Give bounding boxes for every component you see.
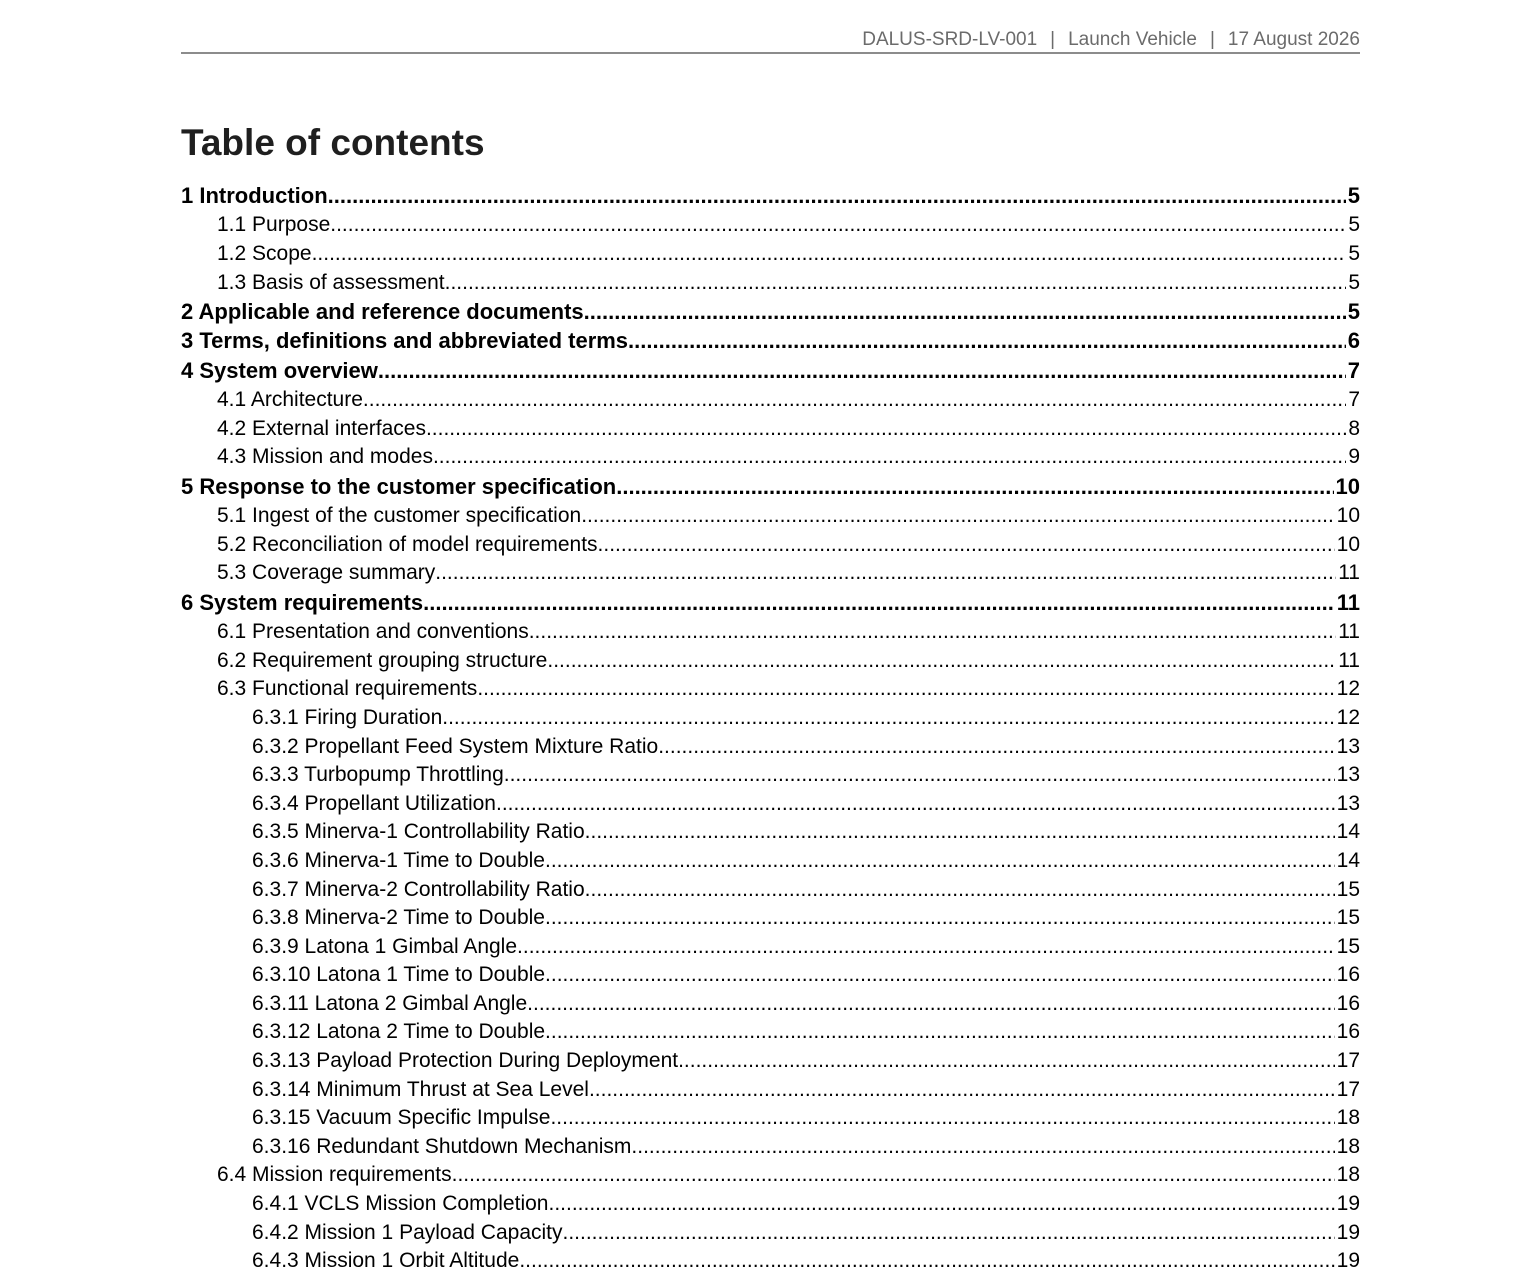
toc-entry-page-number: 15 <box>1336 906 1360 929</box>
toc-dot-leader <box>585 818 1335 846</box>
toc-entry-label: 1 Introduction <box>181 183 328 208</box>
toc-dot-leader <box>445 269 1347 297</box>
toc-entry-label: 6.3.13 Payload Protection During Deployment <box>252 1049 679 1072</box>
page-title: Table of contents <box>181 122 485 163</box>
toc-entry[interactable] <box>252 704 1360 732</box>
toc-entry-label: 6.3.9 Latona 1 Gimbal Angle <box>252 935 518 958</box>
toc-entry-page-number: 11 <box>1336 590 1360 615</box>
toc-dot-leader <box>363 386 1346 414</box>
toc-dot-leader <box>496 790 1335 818</box>
toc-entry[interactable] <box>181 589 1360 617</box>
toc-entry[interactable] <box>252 990 1360 1018</box>
toc-entry-page-number: 7 <box>1347 358 1360 383</box>
header-separator: | <box>1050 29 1056 50</box>
toc-dot-leader <box>312 240 1347 268</box>
header-separator: | <box>1209 29 1215 50</box>
toc-entry-label: 6.3.15 Vacuum Specific Impulse <box>252 1106 551 1129</box>
toc-dot-leader <box>545 847 1335 875</box>
toc-entry[interactable] <box>252 1219 1360 1247</box>
toc-dot-leader <box>477 675 1334 703</box>
toc-entry-page-number: 5 <box>1348 271 1360 294</box>
toc-entry-page-number: 11 <box>1338 649 1360 672</box>
toc-entry[interactable] <box>252 961 1360 989</box>
toc-entry[interactable] <box>217 502 1360 530</box>
toc-entry[interactable] <box>252 818 1360 846</box>
toc-dot-leader <box>584 298 1346 326</box>
toc-dot-leader <box>378 357 1346 385</box>
toc-entry-page-number: 5 <box>1347 299 1360 324</box>
toc-entry-page-number: 12 <box>1336 677 1360 700</box>
toc-entry-label: 4 System overview <box>181 358 378 383</box>
toc-entry-label: 6.3.14 Minimum Thrust at Sea Level <box>252 1078 589 1101</box>
toc-dot-leader <box>435 559 1336 587</box>
toc-entry-label: 6.4 Mission requirements <box>217 1163 452 1186</box>
document-id: DALUS-SRD-LV-001 <box>862 29 1038 50</box>
toc-dot-leader <box>548 1190 1334 1218</box>
toc-dot-leader <box>328 182 1346 210</box>
toc-dot-leader <box>330 211 1346 239</box>
toc-dot-leader <box>433 443 1346 471</box>
toc-entry[interactable] <box>252 1247 1360 1275</box>
toc-entry-page-number: 13 <box>1336 763 1360 786</box>
toc-dot-leader <box>563 1219 1335 1247</box>
toc-dot-leader <box>517 933 1335 961</box>
toc-dot-leader <box>545 961 1335 989</box>
toc-dot-leader <box>519 1247 1334 1275</box>
toc-dot-leader <box>527 990 1334 1018</box>
toc-entry-label: 6.1 Presentation and conventions <box>217 620 529 643</box>
toc-entry-label: 5.3 Coverage summary <box>217 561 436 584</box>
toc-entry[interactable] <box>217 647 1360 675</box>
toc-entry-label: 6.2 Requirement grouping structure <box>217 649 548 672</box>
toc-entry[interactable] <box>252 1133 1360 1161</box>
toc-entry-label: 1.2 Scope <box>217 242 312 265</box>
toc-entry-page-number: 9 <box>1348 445 1360 468</box>
toc-entry[interactable] <box>217 211 1360 239</box>
toc-entry-page-number: 16 <box>1336 1020 1360 1043</box>
toc-dot-leader <box>545 904 1335 932</box>
toc-entry-page-number: 13 <box>1336 735 1360 758</box>
toc-entry-page-number: 18 <box>1336 1106 1360 1129</box>
toc-entry[interactable] <box>181 298 1360 326</box>
toc-entry-page-number: 7 <box>1348 388 1360 411</box>
toc-entry[interactable] <box>217 1161 1360 1189</box>
toc-entry-label: 5.1 Ingest of the customer specification <box>217 504 582 527</box>
toc-entry[interactable] <box>217 675 1360 703</box>
toc-entry-page-number: 10 <box>1336 504 1360 527</box>
toc-entry-label: 6.4.2 Mission 1 Payload Capacity <box>252 1221 563 1244</box>
toc-dot-leader <box>631 1133 1334 1161</box>
toc-dot-leader <box>442 704 1334 732</box>
toc-entry-label: 6.3.6 Minerva-1 Time to Double <box>252 849 545 872</box>
toc-entry-label: 6.3.12 Latona 2 Time to Double <box>252 1020 546 1043</box>
toc-dot-leader <box>423 589 1335 617</box>
toc-entry-label: 5 Response to the customer specification <box>181 474 617 499</box>
toc-entry-label: 1.1 Purpose <box>217 213 331 236</box>
toc-entry[interactable] <box>252 1076 1360 1104</box>
toc-dot-leader <box>589 1076 1335 1104</box>
document-date: 17 August 2026 <box>1227 29 1360 50</box>
toc-entry-label: 6.3 Functional requirements <box>217 677 478 700</box>
toc-entry-page-number: 5 <box>1348 213 1360 236</box>
toc-entry-page-number: 15 <box>1336 878 1360 901</box>
toc-entry[interactable] <box>217 240 1360 268</box>
toc-entry-page-number: 18 <box>1336 1135 1360 1158</box>
toc-entry-label: 6 System requirements <box>181 590 424 615</box>
toc-entry-page-number: 18 <box>1336 1163 1360 1186</box>
toc-entry-label: 6.3.1 Firing Duration <box>252 706 443 729</box>
toc-entry[interactable] <box>252 1018 1360 1046</box>
toc-entry[interactable] <box>252 904 1360 932</box>
toc-dot-leader <box>545 1018 1335 1046</box>
toc-entry[interactable] <box>217 618 1360 646</box>
toc-entry-label: 6.4.1 VCLS Mission Completion <box>252 1192 549 1215</box>
document-subject: Launch Vehicle <box>1068 29 1197 50</box>
toc-entry-label: 6.3.8 Minerva-2 Time to Double <box>252 906 545 929</box>
toc-entry-label: 5.2 Reconciliation of model requirements <box>217 533 598 556</box>
toc-entry-page-number: 14 <box>1336 849 1360 872</box>
toc-dot-leader <box>504 761 1335 789</box>
toc-entry[interactable] <box>252 933 1360 961</box>
toc-entry-label: 2 Applicable and reference documents <box>181 299 584 324</box>
toc-entry[interactable] <box>181 182 1360 210</box>
toc-entry-label: 6.3.10 Latona 1 Time to Double <box>252 963 546 986</box>
toc-entry[interactable] <box>252 790 1360 818</box>
toc-entry[interactable] <box>252 847 1360 875</box>
toc-entry[interactable] <box>252 1047 1360 1075</box>
toc-dot-leader <box>529 618 1336 646</box>
toc-dot-leader <box>426 415 1346 443</box>
toc-entry-label: 4.1 Architecture <box>217 388 363 411</box>
toc-entry[interactable] <box>252 761 1360 789</box>
toc-entry-label: 6.3.4 Propellant Utilization <box>252 792 496 815</box>
toc-entry-page-number: 17 <box>1336 1049 1360 1072</box>
toc-entry-page-number: 10 <box>1335 474 1360 499</box>
toc-entry-label: 6.3.3 Turbopump Throttling <box>252 763 504 786</box>
toc-entry-label: 6.3.7 Minerva-2 Controllability Ratio <box>252 878 585 901</box>
toc-entry[interactable] <box>217 415 1360 443</box>
toc-entry-page-number: 10 <box>1336 533 1360 556</box>
page-header <box>181 28 1360 54</box>
toc-entry-label: 6.3.11 Latona 2 Gimbal Angle <box>252 992 528 1015</box>
toc-entry-page-number: 19 <box>1336 1192 1360 1215</box>
toc-dot-leader <box>658 733 1334 761</box>
toc-entry[interactable] <box>252 876 1360 904</box>
toc-entry-label: 4.3 Mission and modes <box>217 445 433 468</box>
toc-entry-label: 6.3.16 Redundant Shutdown Mechanism <box>252 1135 632 1158</box>
toc-entry[interactable] <box>181 473 1360 501</box>
toc-entry-page-number: 5 <box>1348 242 1360 265</box>
toc-entry-page-number: 19 <box>1336 1249 1360 1272</box>
toc-dot-leader <box>581 502 1334 530</box>
toc-entry[interactable] <box>217 559 1360 587</box>
toc-entry-page-number: 6 <box>1347 328 1360 353</box>
toc-entry-label: 6.3.2 Propellant Feed System Mixture Ratio <box>252 735 659 758</box>
toc-entry[interactable] <box>252 1190 1360 1218</box>
toc-dot-leader <box>678 1047 1335 1075</box>
toc-entry-page-number: 11 <box>1338 620 1360 643</box>
toc-entry[interactable] <box>252 733 1360 761</box>
toc-entry-page-number: 12 <box>1336 706 1360 729</box>
toc-dot-leader <box>616 473 1333 501</box>
toc-entry-label: 1.3 Basis of assessment <box>217 271 445 294</box>
toc-entry[interactable] <box>217 386 1360 414</box>
toc-entry-page-number: 15 <box>1336 935 1360 958</box>
toc-entry-page-number: 14 <box>1336 820 1360 843</box>
toc-entry-page-number: 5 <box>1347 183 1360 208</box>
toc-dot-leader <box>628 327 1346 355</box>
toc-entry-page-number: 16 <box>1336 992 1360 1015</box>
toc-dot-leader <box>585 876 1335 904</box>
toc-entry-page-number: 8 <box>1348 417 1360 440</box>
toc-entry-page-number: 11 <box>1338 561 1360 584</box>
toc-dot-leader <box>598 531 1335 559</box>
toc-entry-label: 6.4.3 Mission 1 Orbit Altitude <box>252 1249 520 1272</box>
toc-entry-page-number: 17 <box>1336 1078 1360 1101</box>
toc-dot-leader <box>547 647 1336 675</box>
toc-entry[interactable] <box>217 531 1360 559</box>
toc-entry[interactable] <box>252 1104 1360 1132</box>
toc-entry-page-number: 16 <box>1336 963 1360 986</box>
toc-entry-label: 6.3.5 Minerva-1 Controllability Ratio <box>252 820 585 843</box>
toc-dot-leader <box>452 1161 1335 1189</box>
toc-entry[interactable] <box>181 357 1360 385</box>
toc-entry[interactable] <box>217 269 1360 297</box>
toc-dot-leader <box>550 1104 1334 1132</box>
toc-entry[interactable] <box>181 327 1360 355</box>
toc-entry-label: 4.2 External interfaces <box>217 417 426 440</box>
toc-entry[interactable] <box>217 443 1360 471</box>
toc-entry-label: 3 Terms, definitions and abbreviated terms <box>181 328 629 353</box>
toc-entry-page-number: 19 <box>1336 1221 1360 1244</box>
toc-entry-page-number: 13 <box>1336 792 1360 815</box>
